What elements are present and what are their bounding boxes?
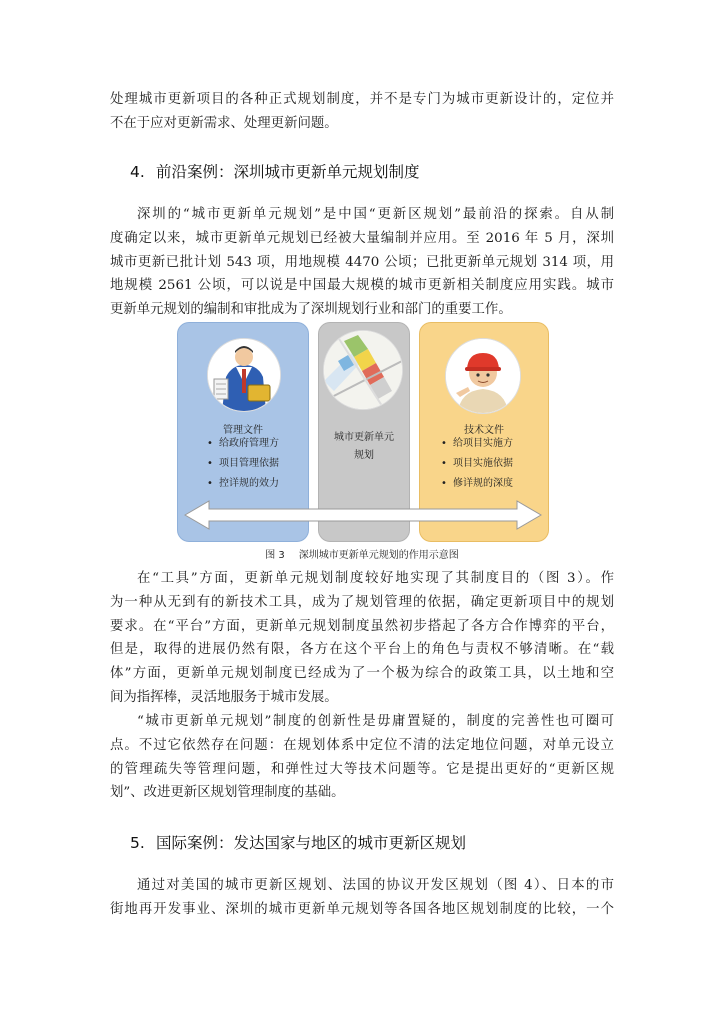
section-5-heading xyxy=(130,831,466,853)
text-line: 要求。在“平台”方面，更新单元规划制度虽然初步搭起了各方合作博弈的平台， xyxy=(110,618,614,634)
list-item: • 给政府管理方 xyxy=(201,434,279,454)
double-arrow-icon xyxy=(183,498,543,532)
management-list xyxy=(201,434,279,494)
figure-caption xyxy=(0,546,724,561)
text-line: 深圳的“城市更新单元规划”是中国“更新区规划”最前沿的探索。自从制 xyxy=(137,207,614,222)
text-line: 度确定以来，城市更新单元规划已经被大量编制并应用。至 2016 年 5 月，深圳 xyxy=(110,230,614,246)
section-4-paragraph-2 xyxy=(110,567,614,710)
section-4-heading xyxy=(130,160,420,182)
section-5-title: 国际案例：发达国家与地区的城市更新区规划 xyxy=(156,834,467,852)
engineer-icon xyxy=(446,339,520,413)
text-line: 地规模 2561 公顷，可以说是中国最大规模的城市更新相关制度应用实践。城市 xyxy=(110,278,614,294)
text-line: 为一种从无到有的新技术工具，成为了规划管理的依据，确定更新项目中的规划 xyxy=(110,594,614,610)
text-line: 在“工具”方面，更新单元规划制度较好地实现了其制度目的（图 3）。作 xyxy=(137,571,614,586)
text-line: 但是，取得的进展仍然有限，各方在这个平台上的角色与责权不够清晰。在“载 xyxy=(110,642,614,658)
text-line: 城市更新已批计划 543 项，用地规模 4470 公顷；已批更新单元规划 314 项，用 xyxy=(110,254,614,270)
list-item: • 修详规的深度 xyxy=(435,474,513,494)
figure-3 xyxy=(177,322,549,540)
text-line: 街地再开发事业、深圳的城市更新单元规划等各国各地区规划制度的比较，一个 xyxy=(110,901,614,917)
text-line: 间为指挥棒，灵活地服务于城市发展。 xyxy=(110,689,338,705)
section-4-paragraph-1 xyxy=(110,203,614,322)
map-illustration xyxy=(323,330,403,410)
section-5-number: 5. xyxy=(130,834,145,852)
list-item: • 项目实施依据 xyxy=(435,454,513,474)
text-line: “城市更新单元规划”制度的创新性是毋庸置疑的，制度的完善性也可圈可 xyxy=(137,714,614,729)
list-item: • 给项目实施方 xyxy=(435,434,513,454)
text-line: 通过对美国的城市更新区规划、法国的协议开发区规划（图 4）、日本的市 xyxy=(137,878,614,893)
unit-plan-label-line1: 城市更新单元 xyxy=(334,432,394,443)
management-title: 管理文件 xyxy=(223,425,263,436)
section-4-paragraph-3 xyxy=(110,710,614,805)
text-line: 更新单元规划的编制和审批成为了深圳规划行业和部门的重要工作。 xyxy=(110,302,512,318)
section-4-number: 4. xyxy=(130,163,145,181)
text-line: 点。不过它依然存在问题：在规划体系中定位不清的法定地位问题，对单元设立 xyxy=(110,737,614,753)
text-line: 不在于应对更新需求、处理更新问题。 xyxy=(110,115,338,131)
text-line: 的管理疏失等管理问题，和弹性过大等技术问题等。它是提出更好的“更新区规 xyxy=(110,761,614,777)
list-item: • 控详规的效力 xyxy=(201,474,279,494)
technical-title: 技术文件 xyxy=(464,425,504,436)
intro-paragraph xyxy=(110,88,614,136)
engineer-illustration xyxy=(445,338,521,414)
figure-caption-text: 深圳城市更新单元规划的作用示意图 xyxy=(298,550,459,561)
section-5-paragraph-1 xyxy=(110,874,614,922)
text-line: 划”、改进更新区规划管理制度的基础。 xyxy=(110,785,345,801)
technical-list xyxy=(435,434,513,494)
list-item: • 项目管理依据 xyxy=(201,454,279,474)
figure-caption-label: 图 3 xyxy=(265,550,285,561)
official-illustration xyxy=(207,338,281,412)
text-line: 体”方面，更新单元规划制度已经成为了一个极为综合的政策工具，以土地和空 xyxy=(110,666,614,682)
official-icon xyxy=(208,339,280,411)
unit-plan-label-line2: 规划 xyxy=(354,450,374,461)
map-icon xyxy=(324,331,402,409)
text-line: 处理城市更新项目的各种正式规划制度，并不是专门为城市更新设计的，定位并 xyxy=(110,92,614,107)
section-4-title: 前沿案例：深圳城市更新单元规划制度 xyxy=(156,163,420,181)
